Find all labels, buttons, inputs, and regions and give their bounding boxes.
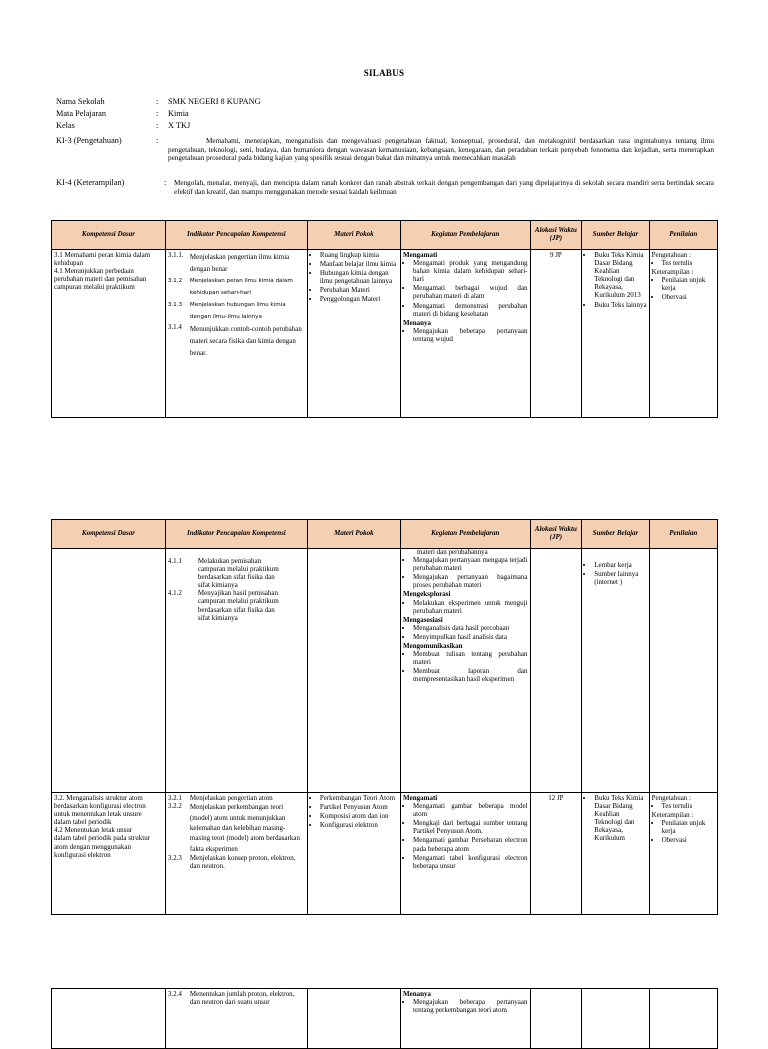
indikator-text: Menjelaskan pengertian atom (189, 794, 273, 802)
indikator-item (168, 802, 305, 854)
indikator-num: 3.1.4 (167, 323, 182, 331)
page-title: SILABUS (363, 68, 405, 78)
indikator-item (168, 557, 305, 589)
indikator-num: 3.2.3 (167, 854, 182, 863)
table-row (52, 989, 718, 1049)
indikator-num: 3.2.4 (167, 990, 182, 998)
kegiatan-cell (401, 793, 530, 915)
indikator-text: Melakukan pemisahan campuran melalui praktikum berdasarkan sifat fisika dan sifat kimianya (197, 557, 279, 590)
penilaian-label: Pengetahuan : (651, 251, 692, 259)
list-item: • Buku Teks Kimia Dasar Bidang Keahlian Teknologi dan Rekayasa, Kurikulum (594, 794, 646, 843)
ki4-block (56, 179, 716, 199)
list-item: • Membuat laporan dan mempresentasikan hasil eksperimen (413, 667, 527, 683)
table-header-row (52, 520, 718, 549)
penilaian-list (652, 819, 715, 844)
list-item: • Tes tertulis (662, 802, 715, 810)
kd-item: 4.1 Menunjukkan perbedaan perubahan materi dan pemisahan campuran melalui praktikum (54, 267, 147, 292)
sumber-list (584, 561, 646, 586)
indikator-item (168, 589, 305, 621)
school-info (56, 97, 656, 131)
indikator-text: Menyajikan hasil pemisahan campuran melalui praktikum berdasarkan sifat fisika dan sifat kimianya (197, 589, 279, 622)
syllabus-table-3 (51, 988, 718, 1049)
list-item: • Komposisi atom dan ion (320, 812, 398, 820)
header-materi: Materi Pokok (307, 221, 400, 250)
kegiatan-cell (401, 549, 530, 793)
kd-cell (52, 793, 166, 915)
list-item: • Penilaian unjuk kerja (662, 819, 715, 835)
list-item: • Mengamati gambar Persebaran electron pada beberapa atom (413, 836, 527, 852)
indikator-item (168, 794, 305, 802)
sumber-cell (582, 549, 649, 793)
indikator-cell (165, 989, 307, 1049)
indikator-cell (165, 793, 307, 915)
sumber-cell (582, 250, 649, 418)
materi-cell (307, 989, 400, 1049)
info-value: Kimia (168, 109, 189, 118)
list-item: • Mengamati tabel konfigurasi electron beberapa unsur (413, 854, 527, 870)
list-item: • Mengajukan beberapa pertanyaan tentang wujud (413, 327, 527, 343)
header-alokasi: Alokasi Waktu (JP) (530, 520, 582, 549)
indikator-text: Menunjukkan contoh-contoh perubahan materi secara fisika dan kimia dengan benar. (189, 325, 302, 357)
sumber-cell (582, 989, 649, 1049)
list-item: • Konfigurasi elektron (320, 821, 398, 829)
activity-heading: Mengamati (403, 251, 438, 259)
list-item: • Mengajukan pertanyaan mengapa terjadi perubahan materi (413, 556, 527, 572)
kd-item: 4.2 Menentukan letak unsur dalam tabel periodik pada struktur atom dengan menggunakan konfigurasi elektron (54, 826, 151, 859)
table-row (52, 250, 718, 418)
list-item: • Perkembangan Teori Atom (320, 794, 398, 802)
activity-list (403, 556, 527, 589)
sumber-cell (582, 793, 649, 915)
info-label: Mata Pelajaran (56, 109, 106, 118)
materi-cell (307, 793, 400, 915)
indikator-text: Menjelaskan pengertian ilmu kimia dengan benar (189, 253, 290, 273)
header-kd: Kompetensi Dasar (52, 221, 166, 250)
penilaian-label: Keterampilan : (651, 811, 694, 820)
materi-list (310, 794, 398, 829)
alokasi-cell (530, 549, 582, 793)
list-item: • Tes tertulis (662, 259, 715, 267)
activity-list (403, 259, 527, 318)
header-penilaian: Penilaian (649, 520, 717, 549)
list-item: • Mengajukan beberapa pertanyaan tentang perkembangan teori atom (413, 998, 527, 1014)
list-item: • Perubahan Materi (320, 286, 398, 294)
info-label: Nama Sekolah (56, 97, 105, 106)
indikator-item (168, 854, 305, 870)
header-materi: Materi Pokok (307, 520, 400, 549)
table-row (52, 793, 718, 915)
info-colon: : (156, 97, 159, 106)
indikator-num: 3.2.1 (167, 794, 182, 802)
info-colon: : (156, 109, 159, 118)
indikator-num: 3.1.1. (167, 251, 184, 259)
alokasi-cell: 12 JP (530, 793, 582, 915)
ki3-block (56, 137, 716, 177)
table-header-row (52, 221, 718, 250)
penilaian-cell (649, 250, 717, 418)
indikator-cell (165, 549, 307, 793)
list-item: • Buku Teks Kimia Dasar Bidang Keahlian Teknologi dan Rekayasa, Kurikulum 2013 (594, 251, 646, 300)
kegiatan-cell (401, 989, 530, 1049)
list-item: • Mengamati demonstrasi perubahan materi di bidang kesehatan (413, 302, 527, 318)
indikator-item (168, 251, 305, 275)
list-item: • Partikel Penyusun Atom (320, 803, 398, 811)
sumber-list (584, 251, 646, 309)
list-item: • Melakukan eksperimen untuk menguji perubahan materi (413, 599, 527, 615)
materi-cell (307, 549, 400, 793)
ki3-label: KI-3 (Pengetahuan) (56, 136, 122, 145)
header-indikator: Indikator Pencapaian Kompetensi (165, 520, 307, 549)
header-sumber: Sumber Belajar (582, 221, 649, 250)
kd-cell (52, 549, 166, 793)
activity-list (403, 998, 527, 1014)
header-kegiatan: Kegiatan Pembelajaran (401, 221, 530, 250)
penilaian-cell (649, 989, 717, 1049)
indikator-cell (165, 250, 307, 418)
kd-cell (52, 989, 166, 1049)
indikator-text: Menjelaskan perkembangan teori (model) atom untuk menunjukkan kelemahan dan kelebihan masing-masing teori (model) atom berdasarkan fakta eksperimen (189, 803, 300, 853)
indikator-num: 3.1.3 (167, 302, 183, 308)
ki-colon: : (164, 178, 167, 187)
sumber-list (584, 794, 646, 843)
alokasi-cell: 9 JP (530, 250, 582, 418)
activity-heading: Menanya (403, 318, 432, 327)
list-item: • Manfaat belajar ilmu kimia (320, 260, 398, 268)
list-item: • Ruang lingkup kimia (320, 251, 398, 259)
list-item: • Sumber lainnya (internet ) (594, 570, 646, 586)
penilaian-label: Keterampilan : (651, 268, 694, 277)
kd-item: 3.2. Menganalisis struktur atom berdasarkan konfigurasi electron untuk menentukan letak unsure dalam tabel periodik (54, 794, 146, 827)
indikator-item (168, 275, 305, 299)
list-item: • Mengkaji dari berbagai sumber tentang Partikel Penyusun Atom. (413, 819, 527, 835)
activity-heading: Mengeksplorasi (403, 590, 451, 599)
list-item: • Lembar kerja (594, 561, 646, 569)
penilaian-cell (649, 793, 717, 915)
penilaian-label: Pengetahuan : (651, 794, 692, 802)
info-value: X TKJ (168, 121, 191, 130)
activity-heading: Mengomunikasikan (403, 642, 463, 651)
activity-heading: Mengamati (403, 794, 438, 802)
indikator-text: Menjelaskan peran ilmu kimia dalam kehidupan sehari-hari (189, 278, 293, 296)
indikator-num: 4.1.2 (167, 589, 182, 598)
list-item: • Mengamati gambar beberapa model atom (413, 802, 527, 818)
list-item: • Membuat tulisan tentang perubahan materi (413, 650, 527, 666)
header-indikator: Indikator Pencapaian Kompetensi (165, 221, 307, 250)
materi-list (310, 251, 398, 304)
indikator-num: 4.1.1 (167, 557, 182, 565)
indikator-text: Menjelaskan hubungan ilmu kimia dengan ilmu–ilmu lainnya (189, 302, 286, 320)
activity-list (403, 650, 527, 683)
penilaian-list (652, 259, 715, 267)
list-item: • Buku Teks lainnya (594, 301, 646, 309)
activity-heading: Menanya (403, 990, 432, 998)
alokasi-cell (530, 989, 582, 1049)
activity-list (403, 624, 527, 641)
ki3-text: Memahami, menerapkan, menganalisis dan mengevaluasi pengetahuan faktual, konseptual, prosedural, dan metakognitif berdasarkan rasa ingintahunya tentang ilmu pengetahuan, teknologi, seni, budaya, dan humaniora dengan wawasan kemanusiaan, kebangsaan, kenegaraan, dan peradaban terkait penyebab fenomena dan kejadian, serta menerapkan pengetahuan prosedural pada bidang kajian yang spesifik sesuai dengan bakat dan minatnya untuk memecahkan masalah (168, 137, 714, 163)
syllabus-table-1 (51, 220, 718, 418)
indikator-item (168, 323, 305, 359)
list-item: • Obervasi (662, 293, 715, 301)
list-item: • Penggolongan Materi (320, 295, 398, 303)
table-row (52, 549, 718, 793)
indikator-item (168, 990, 305, 1006)
ki4-label: KI-4 (Keterampilan) (56, 178, 125, 187)
list-item: • Menyimpulkan hasil analisis data (413, 633, 527, 641)
indikator-num: 3.2.2 (167, 802, 182, 811)
list-item: • Menganalisis data hasil percobaan (413, 624, 527, 632)
penilaian-list (652, 276, 715, 301)
header-sumber: Sumber Belajar (582, 520, 649, 549)
penilaian-cell (649, 549, 717, 793)
list-item: • Mengamati produk yang mengandung bahan kimia dalam kehidupan sehari-hari (413, 259, 527, 283)
info-colon: : (156, 121, 159, 130)
header-kd: Kompetensi Dasar (52, 520, 166, 549)
kd-cell (52, 250, 166, 418)
materi-cell (307, 250, 400, 418)
activity-list (403, 802, 527, 870)
indikator-num: 3.1.2 (167, 278, 183, 284)
activity-heading: Mengasosiasi (403, 615, 443, 624)
syllabus-table-2 (51, 519, 718, 915)
list-item: • Hubungan kimia dengan ilmu pengetahuan lainnya (320, 269, 398, 285)
activity-continued: materi dan perubahannya (417, 548, 488, 556)
indikator-text: Menentukan jumlah proton, elektron, dan neutron dari suatu unsur (189, 990, 295, 1007)
activity-list (403, 599, 527, 615)
list-item: • Penilaian unjuk kerja (662, 276, 715, 292)
header-penilaian: Penilaian (649, 221, 717, 250)
ki-colon: : (156, 136, 159, 145)
penilaian-list (652, 802, 715, 810)
indikator-text: Menjelaskan konsep proton, elektron, dan neutron. (189, 854, 296, 871)
header-alokasi: Alokasi Waktu (JP) (530, 221, 582, 250)
info-label: Kelas (56, 121, 75, 130)
activity-list (403, 327, 527, 343)
kd-item: 3.1 Memahami peran kimia dalam kehidupan (54, 251, 151, 268)
list-item: • Mengajukan pertanyaan bagaimana proses perubahan materi (413, 573, 527, 589)
info-value: SMK NEGERI 8 KUPANG (168, 97, 261, 106)
indikator-item (168, 299, 305, 323)
list-item: • Mengamati berbagai wujud dan perubahan materi di alam (413, 284, 527, 300)
ki4-text: Mengolah, menalar, menyaji, dan mencipta dalam ranah konkret dan ranah abstrak terkait dengan pengembangan dari yang dipelajarinya di sekolah secara mandiri serta bertindak secara efektif dan kreatif, dan mampu menggunakan metode sesuai kaidah keilmuan (174, 179, 714, 196)
kegiatan-cell (401, 250, 530, 418)
list-item: • Obervasi (662, 836, 715, 844)
header-kegiatan: Kegiatan Pembelajaran (401, 520, 530, 549)
